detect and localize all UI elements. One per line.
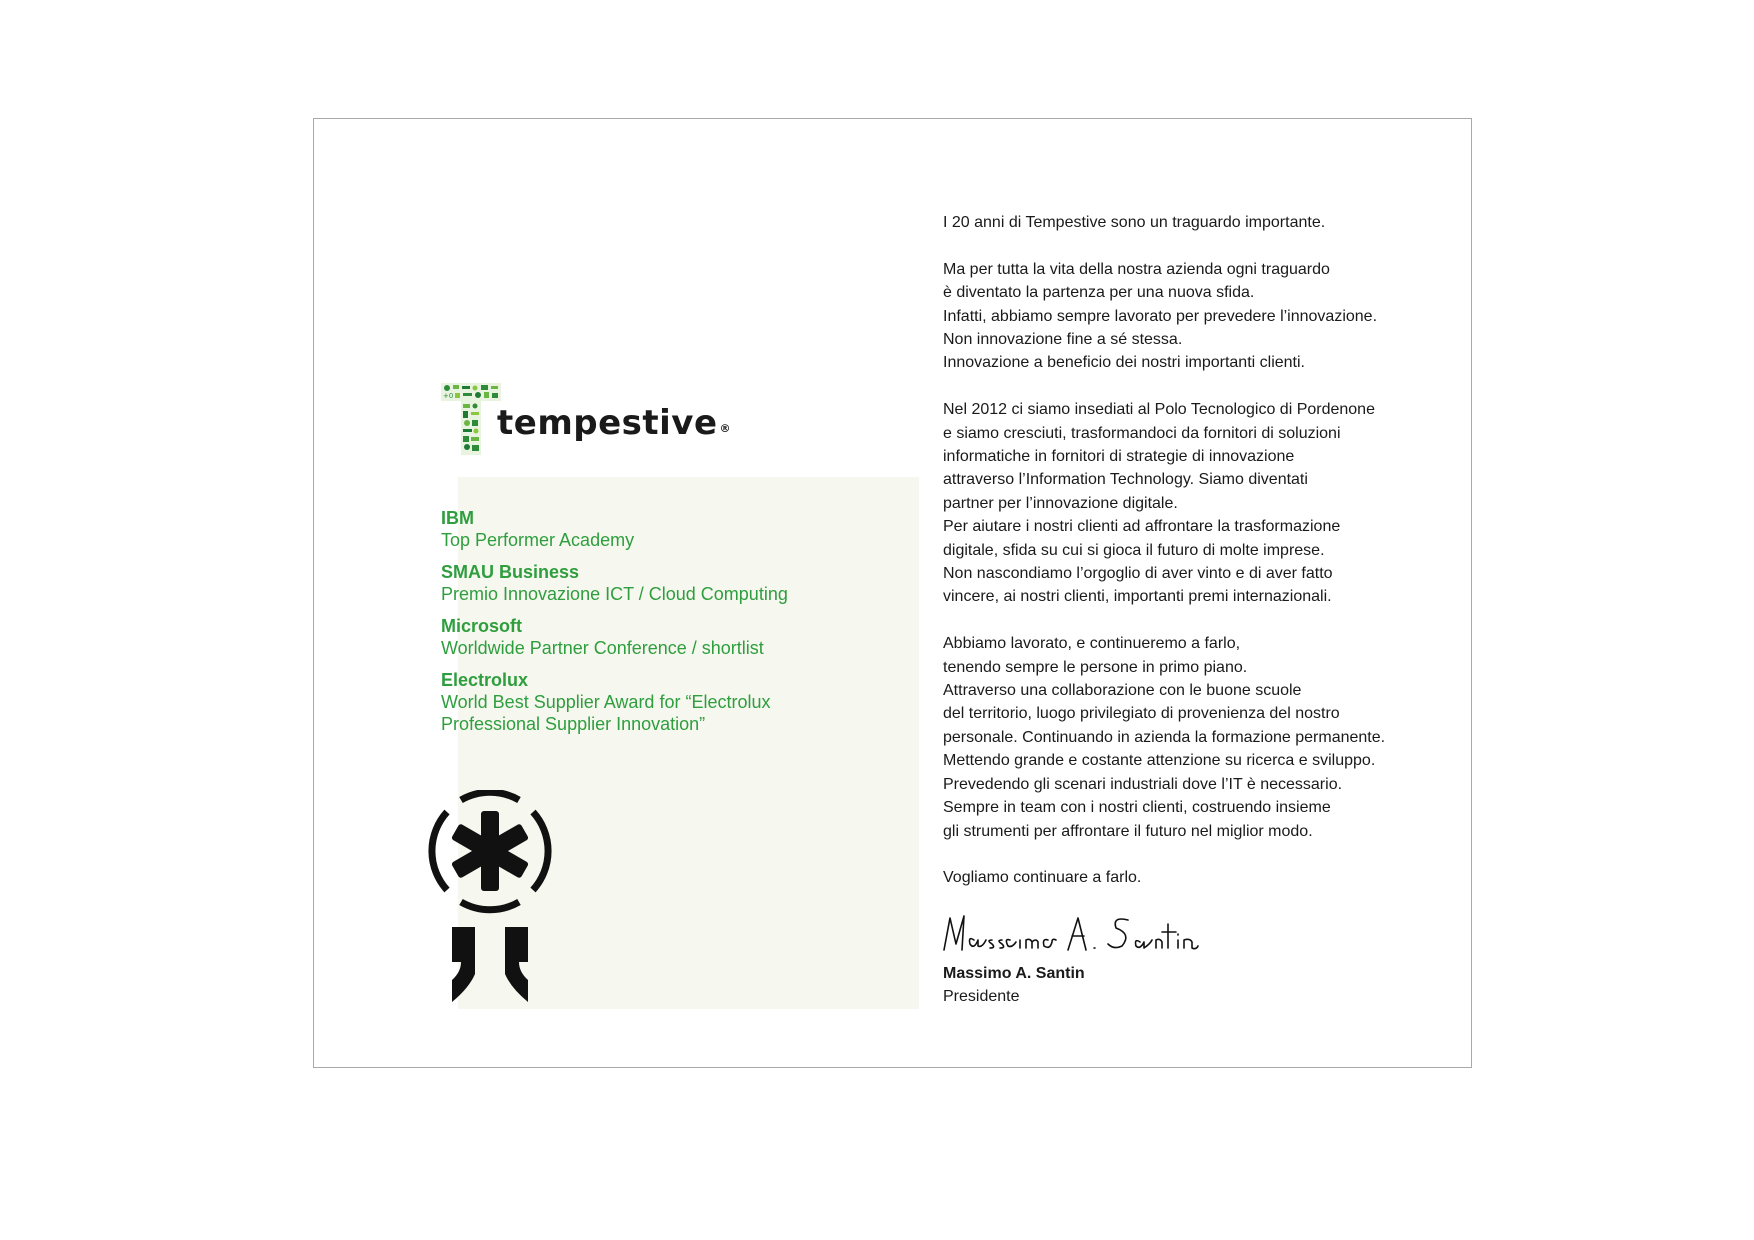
brand-wordmark [497, 403, 731, 443]
award-item [441, 669, 911, 735]
award-item [441, 507, 911, 551]
letter-paragraph: Nel 2012 ci siamo insediati al Polo Tecnologico di Pordenone e siamo cresciuti, trasformandoci da fornitori di soluzioni informatiche in fornitori di strategie di innovazione attraverso l’Information Technology. Siamo diventati partner per l’innovazione digitale. Per aiutare i nostri clienti ad affrontare la trasformazione digitale, sfida su cui si gioca il futuro di molte imprese. Non nascondiamo l’orgoglio di aver vinto e di aver fatto vincere, ai nostri clienti, importanti premi internazionali. [943, 401, 1375, 606]
handwritten-signature [940, 910, 1200, 958]
award-desc: Premio Innovazione ICT / Cloud Computing [441, 584, 788, 604]
letter-paragraph: Vogliamo continuare a farlo. [943, 869, 1142, 887]
award-org: Electrolux [441, 670, 529, 690]
president-letter [943, 211, 1443, 913]
asterisk-ribbon-badge-icon [425, 790, 555, 1005]
brand-name: tempestive [497, 403, 718, 443]
tempestive-t-mosaic-icon [441, 383, 501, 455]
award-item [441, 561, 911, 605]
award-desc: Top Performer Academy [441, 530, 635, 550]
signer-role: Presidente [943, 988, 1020, 1006]
award-item [441, 615, 911, 659]
letter-paragraph: Ma per tutta la vita della nostra azienda ogni traguardo è diventato la partenza per una nuova sfida. Infatti, abbiamo sempre lavorato per prevedere l’innovazione. Non innovazione fine a sé stessa. Innovazione a beneficio dei nostri importanti clienti. [943, 260, 1378, 372]
signer-block [943, 962, 1085, 1009]
awards-list [441, 507, 911, 745]
award-org: Microsoft [441, 616, 522, 636]
letter-paragraph: Abbiamo lavorato, e continueremo a farlo, tenendo sempre le persone in primo piano. Attraverso una collaborazione con le buone scuole del territorio, luogo privilegiato di provenienza del nostro personale. Continuando in azienda la formazione permanente. Mettendo grande e costante attenzione su ricerca e sviluppo. Prevedendo gli scenari industriali dove l’IT è necessario. Sempre in team con i nostri clienti, costruendo insieme gli strumenti per affrontare il futuro nel miglior modo. [943, 635, 1386, 840]
award-org: IBM [441, 508, 474, 528]
award-org: SMAU Business [441, 562, 580, 582]
signer-name: Massimo A. Santin [943, 965, 1085, 982]
award-desc: Worldwide Partner Conference / shortlist [441, 638, 764, 658]
svg-text:+0: +0 [443, 392, 454, 400]
registered-mark: ® [719, 422, 732, 435]
letter-paragraph: I 20 anni di Tempestive sono un traguardo importante. [943, 214, 1326, 231]
award-desc: World Best Supplier Award for “Electrolux Professional Supplier Innovation” [441, 692, 771, 734]
